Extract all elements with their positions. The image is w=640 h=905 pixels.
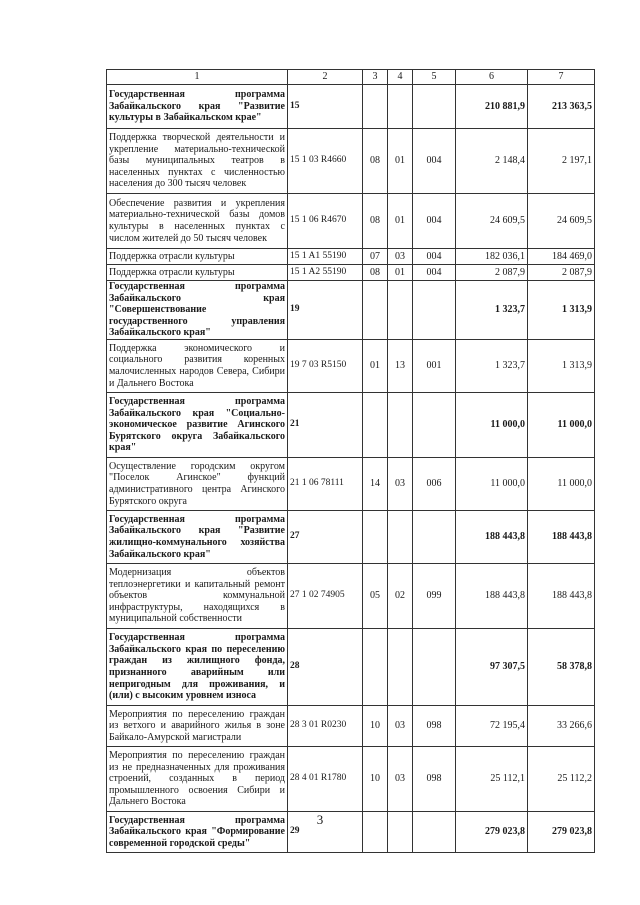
row-amount-col6-cell: 188 443,8 (456, 563, 528, 628)
row-subsection-cell: 03 (388, 705, 413, 746)
row-amount-col7-cell: 279 023,8 (528, 811, 595, 852)
row-subsection-cell: 01 (388, 194, 413, 249)
row-expense-type-cell: 098 (413, 746, 456, 811)
row-code-cell: 15 1 03 R4660 (288, 129, 363, 194)
row-section-cell: 10 (363, 746, 388, 811)
row-code-cell: 19 7 03 R5150 (288, 339, 363, 392)
header-cell: 6 (456, 70, 528, 85)
row-amount-col6-cell: 11 000,0 (456, 457, 528, 510)
row-subsection-cell (388, 85, 413, 129)
row-amount-col6-cell: 24 609,5 (456, 194, 528, 249)
row-subsection-cell: 01 (388, 129, 413, 194)
row-amount-col6-cell: 2 087,9 (456, 265, 528, 281)
row-name-cell: Осуществление городским округом "Поселок Агинское" функций административного центра Агинского Бурятского округа (107, 457, 288, 510)
row-code-cell: 15 (288, 85, 363, 129)
row-subsection-cell (388, 392, 413, 457)
row-amount-col7-cell: 11 000,0 (528, 457, 595, 510)
row-section-cell (363, 510, 388, 563)
row-subsection-cell: 03 (388, 457, 413, 510)
row-amount-col7-cell: 184 469,0 (528, 249, 595, 265)
row-code-cell: 28 (288, 628, 363, 705)
row-amount-col6-cell: 279 023,8 (456, 811, 528, 852)
table-row (107, 281, 595, 340)
row-code-cell: 27 (288, 510, 363, 563)
row-expense-type-cell: 006 (413, 457, 456, 510)
row-name-cell: Обеспечение развития и укрепления материально-технической базы домов культуры в населенных пунктах с числом жителей до 50 тысяч человек (107, 194, 288, 249)
table-row (107, 339, 595, 392)
header-cell: 3 (363, 70, 388, 85)
row-section-cell: 08 (363, 194, 388, 249)
row-code-cell: 19 (288, 281, 363, 340)
row-name-cell: Государственная программа Забайкальского края "Развитие культуры в Забайкальском крае" (107, 85, 288, 129)
row-code-cell: 28 3 01 R0230 (288, 705, 363, 746)
row-section-cell: 14 (363, 457, 388, 510)
header-cell: 4 (388, 70, 413, 85)
row-name-cell: Государственная программа Забайкальского края "Формирование современной городской среды" (107, 811, 288, 852)
row-name-cell: Модернизация объектов теплоэнергетики и капитальный ремонт объектов коммунальной инфраструктуры, находящихся в муниципальной собственности (107, 563, 288, 628)
row-expense-type-cell: 004 (413, 265, 456, 281)
row-name-cell: Государственная программа Забайкальского края по переселению граждан из жилищного фонда, признанного аварийным или непригодным для проживания, и (или) с высоким уровнем износа (107, 628, 288, 705)
row-subsection-cell (388, 628, 413, 705)
table-row (107, 628, 595, 705)
row-code-cell: 29 (288, 811, 363, 852)
table-header-row (107, 70, 595, 85)
row-section-cell (363, 281, 388, 340)
row-code-cell: 15 1 06 R4670 (288, 194, 363, 249)
table-row (107, 510, 595, 563)
row-code-cell: 27 1 02 74905 (288, 563, 363, 628)
row-code-cell: 21 1 06 78111 (288, 457, 363, 510)
page-number: 3 (316, 812, 324, 827)
row-expense-type-cell: 004 (413, 194, 456, 249)
row-section-cell: 08 (363, 265, 388, 281)
budget-table (106, 69, 595, 853)
row-expense-type-cell (413, 628, 456, 705)
row-amount-col7-cell: 2 087,9 (528, 265, 595, 281)
row-amount-col6-cell: 2 148,4 (456, 129, 528, 194)
row-subsection-cell: 03 (388, 249, 413, 265)
row-subsection-cell: 02 (388, 563, 413, 628)
row-expense-type-cell: 098 (413, 705, 456, 746)
row-expense-type-cell: 001 (413, 339, 456, 392)
row-subsection-cell: 03 (388, 746, 413, 811)
table-row (107, 249, 595, 265)
header-cell: 5 (413, 70, 456, 85)
row-amount-col7-cell: 1 313,9 (528, 281, 595, 340)
table-row (107, 392, 595, 457)
table-row (107, 85, 595, 129)
row-section-cell: 01 (363, 339, 388, 392)
row-amount-col6-cell: 188 443,8 (456, 510, 528, 563)
row-amount-col6-cell: 1 323,7 (456, 339, 528, 392)
row-amount-col6-cell: 97 307,5 (456, 628, 528, 705)
row-expense-type-cell (413, 392, 456, 457)
row-expense-type-cell (413, 85, 456, 129)
row-amount-col6-cell: 11 000,0 (456, 392, 528, 457)
row-amount-col7-cell: 11 000,0 (528, 392, 595, 457)
row-amount-col7-cell: 188 443,8 (528, 510, 595, 563)
row-section-cell (363, 628, 388, 705)
row-subsection-cell (388, 281, 413, 340)
row-section-cell (363, 85, 388, 129)
row-amount-col7-cell: 24 609,5 (528, 194, 595, 249)
table-row (107, 265, 595, 281)
table-row (107, 129, 595, 194)
row-amount-col7-cell: 213 363,5 (528, 85, 595, 129)
row-section-cell: 05 (363, 563, 388, 628)
row-subsection-cell: 13 (388, 339, 413, 392)
row-expense-type-cell (413, 510, 456, 563)
row-amount-col6-cell: 182 036,1 (456, 249, 528, 265)
row-code-cell: 15 1 A2 55190 (288, 265, 363, 281)
row-name-cell: Государственная программа Забайкальского края "Совершенствование государственного управления Забайкальского края" (107, 281, 288, 340)
row-section-cell (363, 392, 388, 457)
row-expense-type-cell: 004 (413, 129, 456, 194)
row-amount-col7-cell: 1 313,9 (528, 339, 595, 392)
row-code-cell: 15 1 A1 55190 (288, 249, 363, 265)
row-amount-col6-cell: 72 195,4 (456, 705, 528, 746)
row-code-cell: 21 (288, 392, 363, 457)
row-expense-type-cell (413, 281, 456, 340)
row-name-cell: Поддержка творческой деятельности и укрепление материально-технической базы муниципальных театров в населенных пунктах с численностью населения до 300 тысяч человек (107, 129, 288, 194)
row-name-cell: Поддержка отрасли культуры (107, 265, 288, 281)
row-amount-col7-cell: 58 378,8 (528, 628, 595, 705)
table-row (107, 194, 595, 249)
header-cell: 2 (288, 70, 363, 85)
row-amount-col7-cell: 33 266,6 (528, 705, 595, 746)
row-subsection-cell (388, 510, 413, 563)
row-amount-col7-cell: 2 197,1 (528, 129, 595, 194)
row-expense-type-cell: 004 (413, 249, 456, 265)
row-section-cell: 07 (363, 249, 388, 265)
row-name-cell: Мероприятия по переселению граждан из не предназначенных для проживания строений, созданных в период промышленного освоения Сибири и Дальнего Востока (107, 746, 288, 811)
row-amount-col6-cell: 210 881,9 (456, 85, 528, 129)
row-amount-col7-cell: 188 443,8 (528, 563, 595, 628)
table-row (107, 746, 595, 811)
header-cell: 7 (528, 70, 595, 85)
row-expense-type-cell: 099 (413, 563, 456, 628)
row-section-cell: 08 (363, 129, 388, 194)
row-amount-col6-cell: 1 323,7 (456, 281, 528, 340)
row-amount-col7-cell: 25 112,2 (528, 746, 595, 811)
table-row (107, 457, 595, 510)
row-section-cell: 10 (363, 705, 388, 746)
table-row (107, 563, 595, 628)
row-name-cell: Мероприятия по переселению граждан из ветхого и аварийного жилья в зоне Байкало-Амурской магистрали (107, 705, 288, 746)
row-name-cell: Поддержка экономического и социального развития коренных малочисленных народов Севера, Сибири и Дальнего Востока (107, 339, 288, 392)
row-code-cell: 28 4 01 R1780 (288, 746, 363, 811)
row-name-cell: Поддержка отрасли культуры (107, 249, 288, 265)
table-row (107, 705, 595, 746)
row-name-cell: Государственная программа Забайкальского края "Социально-экономическое развитие Агинского Бурятского округа Забайкальского края" (107, 392, 288, 457)
header-cell: 1 (107, 70, 288, 85)
row-subsection-cell: 01 (388, 265, 413, 281)
row-amount-col6-cell: 25 112,1 (456, 746, 528, 811)
row-name-cell: Государственная программа Забайкальского края "Развитие жилищно-коммунального хозяйства Забайкальского края" (107, 510, 288, 563)
